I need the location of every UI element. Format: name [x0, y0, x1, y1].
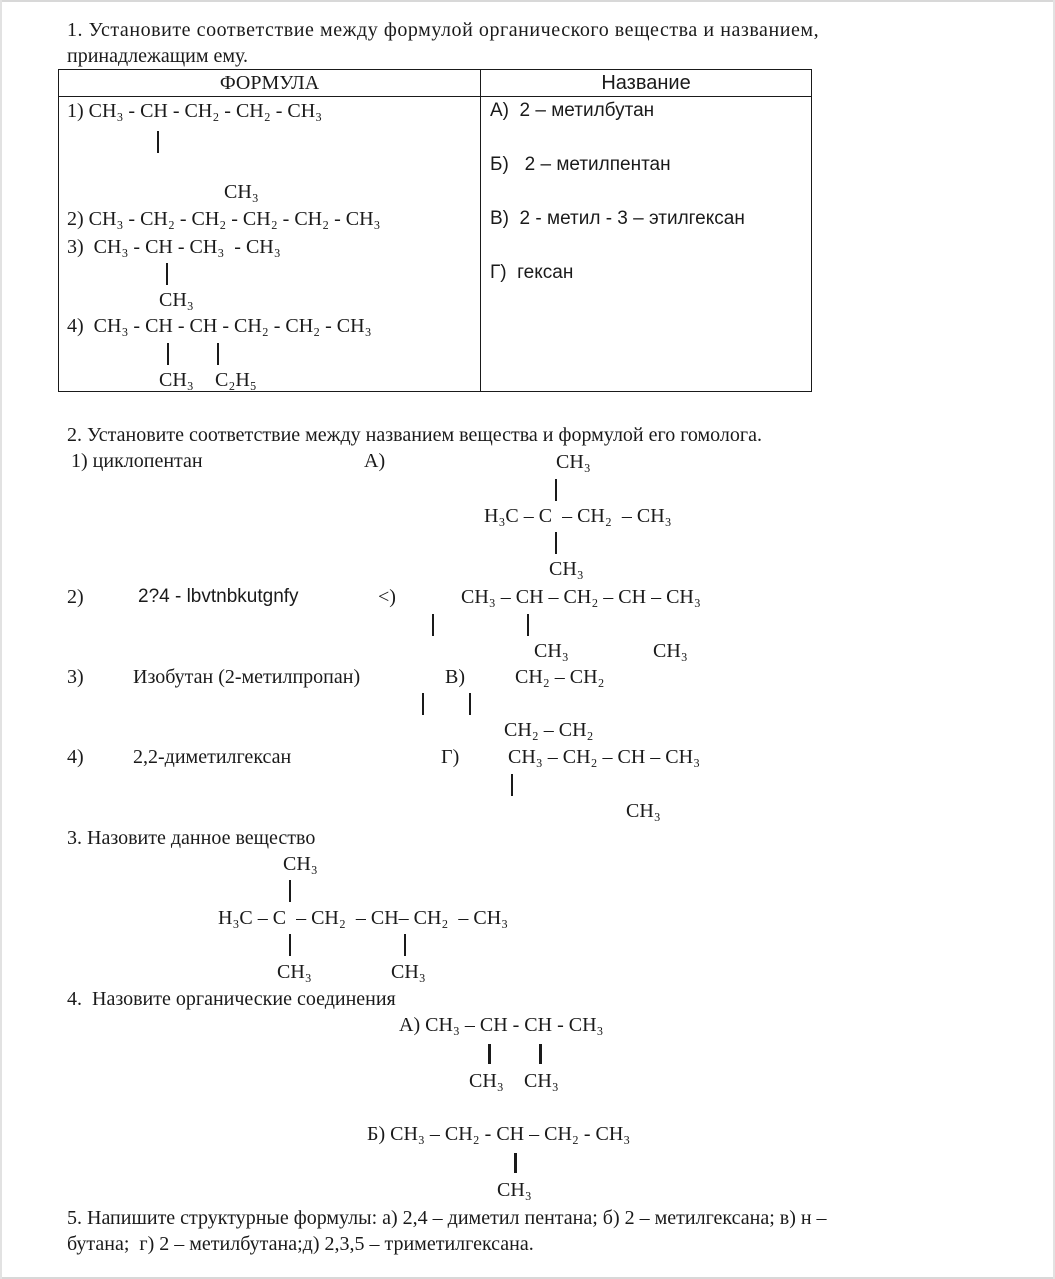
q2-item-1-num: 1) [71, 450, 93, 472]
q1-name-cell [481, 97, 812, 392]
q2-fA-bond-top [555, 479, 557, 501]
q4-b-bond [514, 1153, 517, 1173]
q2-item-1 [71, 451, 203, 471]
q2-letter-v: В) [445, 666, 465, 688]
q3-bond-bottom-1 [289, 934, 291, 956]
q2-fA-bond-bottom [555, 532, 557, 554]
q2-letter-b: <) [378, 586, 396, 608]
page-border-top [0, 0, 1055, 2]
q2-item-3-name: Изобутан (2-метилпропан) [133, 666, 361, 688]
q1-f4-main: CH₃ - CH - CH - CH₂ - CH₂ - CH₃ [93, 315, 372, 337]
q2-fV-bottom: CH₂ – CH₂ [504, 719, 594, 741]
q2-item-4-name: 2,2-диметилгексан [133, 746, 292, 768]
q1-f3-num: 3) [67, 236, 94, 258]
q4-a-bond-1 [488, 1044, 491, 1064]
q4-a-branch-2: CH₃ [524, 1070, 559, 1092]
q2-fB-branch-2: CH₃ [653, 640, 688, 662]
q1-formula-2 [67, 209, 381, 229]
q1-f1-num: 1) [67, 100, 89, 122]
q1-f1-bond [157, 131, 159, 153]
q3-bond-top [289, 880, 291, 902]
q2-letter-a: А) [364, 450, 386, 472]
q1-text-line2: принадлежащим ему. [67, 45, 249, 67]
q4-a-bond-2 [539, 1044, 542, 1064]
q5-line1: 5. Напишите структурные формулы: а) 2,4 – диметил пентана; б) 2 – метилгексана; в) н – [67, 1207, 827, 1229]
q4-a-branch-1: CH₃ [469, 1070, 504, 1092]
q3-top: CH₃ [283, 853, 318, 875]
q1-formula-3 [67, 237, 281, 257]
q2-fB-bond-2 [527, 614, 529, 636]
q1-f2-num: 2) [67, 208, 89, 230]
q2-fA-main: H₃C – C – CH₂ – CH₃ [484, 505, 672, 527]
q2-fV-bond-1 [422, 693, 424, 715]
q2-letter-g: Г) [441, 746, 460, 768]
q1-f4-branch-1: CH₃ [159, 369, 194, 391]
q4-b-branch: CH₃ [497, 1179, 532, 1201]
q3-bond-bottom-2 [404, 934, 406, 956]
q2-item-3-num: 3) [67, 666, 84, 688]
q2-fG-branch: CH₃ [626, 800, 661, 822]
q1-col-name: Название [481, 70, 812, 97]
q2-item-1-name: циклопентан [92, 450, 203, 472]
q1-f1-main: CH₃ - CH - CH₂ - CH₂ - CH₃ [88, 100, 323, 122]
q1-f4-num: 4) [67, 315, 94, 337]
q1-formula-1 [67, 101, 322, 121]
q3-main: H₃C – C – CH₂ – CH– CH₂ – CH₃ [218, 907, 509, 929]
q2-fA-bottom: CH₃ [549, 558, 584, 580]
q3-branch-2: CH₃ [391, 961, 426, 983]
q1-f4-branch-2: C₂H₅ [215, 369, 257, 391]
q1-name-a: А) 2 – метилбутан [490, 100, 655, 121]
q2-fV-top: CH₂ – CH₂ [515, 666, 605, 688]
q4-title: 4. Назовите органические соединения [67, 988, 396, 1010]
q1-f4-bond-1 [167, 343, 169, 365]
q1-f3-main: CH₃ - CH - CH₃ - CH₃ [93, 236, 281, 258]
q4-b-main: Б) CH₃ – CH₂ - CH – CH₂ - CH₃ [367, 1123, 631, 1145]
q2-fG-bond [511, 774, 513, 796]
q1-f3-bond [166, 263, 168, 285]
q2-title: 2. Установите соответствие между названием вещества и формулой его гомолога. [67, 424, 762, 446]
q2-fB-bond-1 [432, 614, 434, 636]
q1-name-v: В) 2 - метил - 3 – этилгексан [490, 208, 745, 229]
q2-item-4-num: 4) [67, 746, 84, 768]
q2-fA-top: CH₃ [556, 451, 591, 473]
q2-fG-main: CH₃ – CH₂ – CH – CH₃ [508, 746, 701, 768]
page-border-left [0, 0, 2, 1279]
q5-line2: бутана; г) 2 – метилбутана;д) 2,3,5 – триметилгексана. [67, 1233, 534, 1255]
q3-branch-1: CH₃ [277, 961, 312, 983]
q1-f1-branch: CH₃ [224, 181, 259, 203]
q2-fB-branch-1: CH₃ [534, 640, 569, 662]
q1-f4-bond-2 [217, 343, 219, 365]
q2-fV-bond-2 [469, 693, 471, 715]
q1-name-g: Г) гексан [490, 262, 574, 283]
q2-item-2-num: 2) [67, 586, 84, 608]
q1-name-b: Б) 2 – метилпентан [490, 154, 671, 175]
q1-f2-main: CH₃ - CH₂ - CH₂ - CH₂ - CH₂ - CH₃ [88, 208, 381, 230]
q2-fB-main: CH₃ – CH – CH₂ – CH – CH₃ [461, 586, 701, 608]
q2-item-2-name: 2?4 - lbvtnbkutgnfy [138, 586, 299, 607]
q1-text-line1: 1. Установите соответствие между формулой органического вещества и названием, [67, 19, 820, 41]
q1-f3-branch: CH₃ [159, 289, 194, 311]
q1-col-formula: ФОРМУЛА [59, 70, 481, 97]
q1-formula-4 [67, 316, 372, 336]
q4-a-main: А) CH₃ – CH - CH - CH₃ [399, 1014, 604, 1036]
q3-title: 3. Назовите данное вещество [67, 827, 316, 849]
